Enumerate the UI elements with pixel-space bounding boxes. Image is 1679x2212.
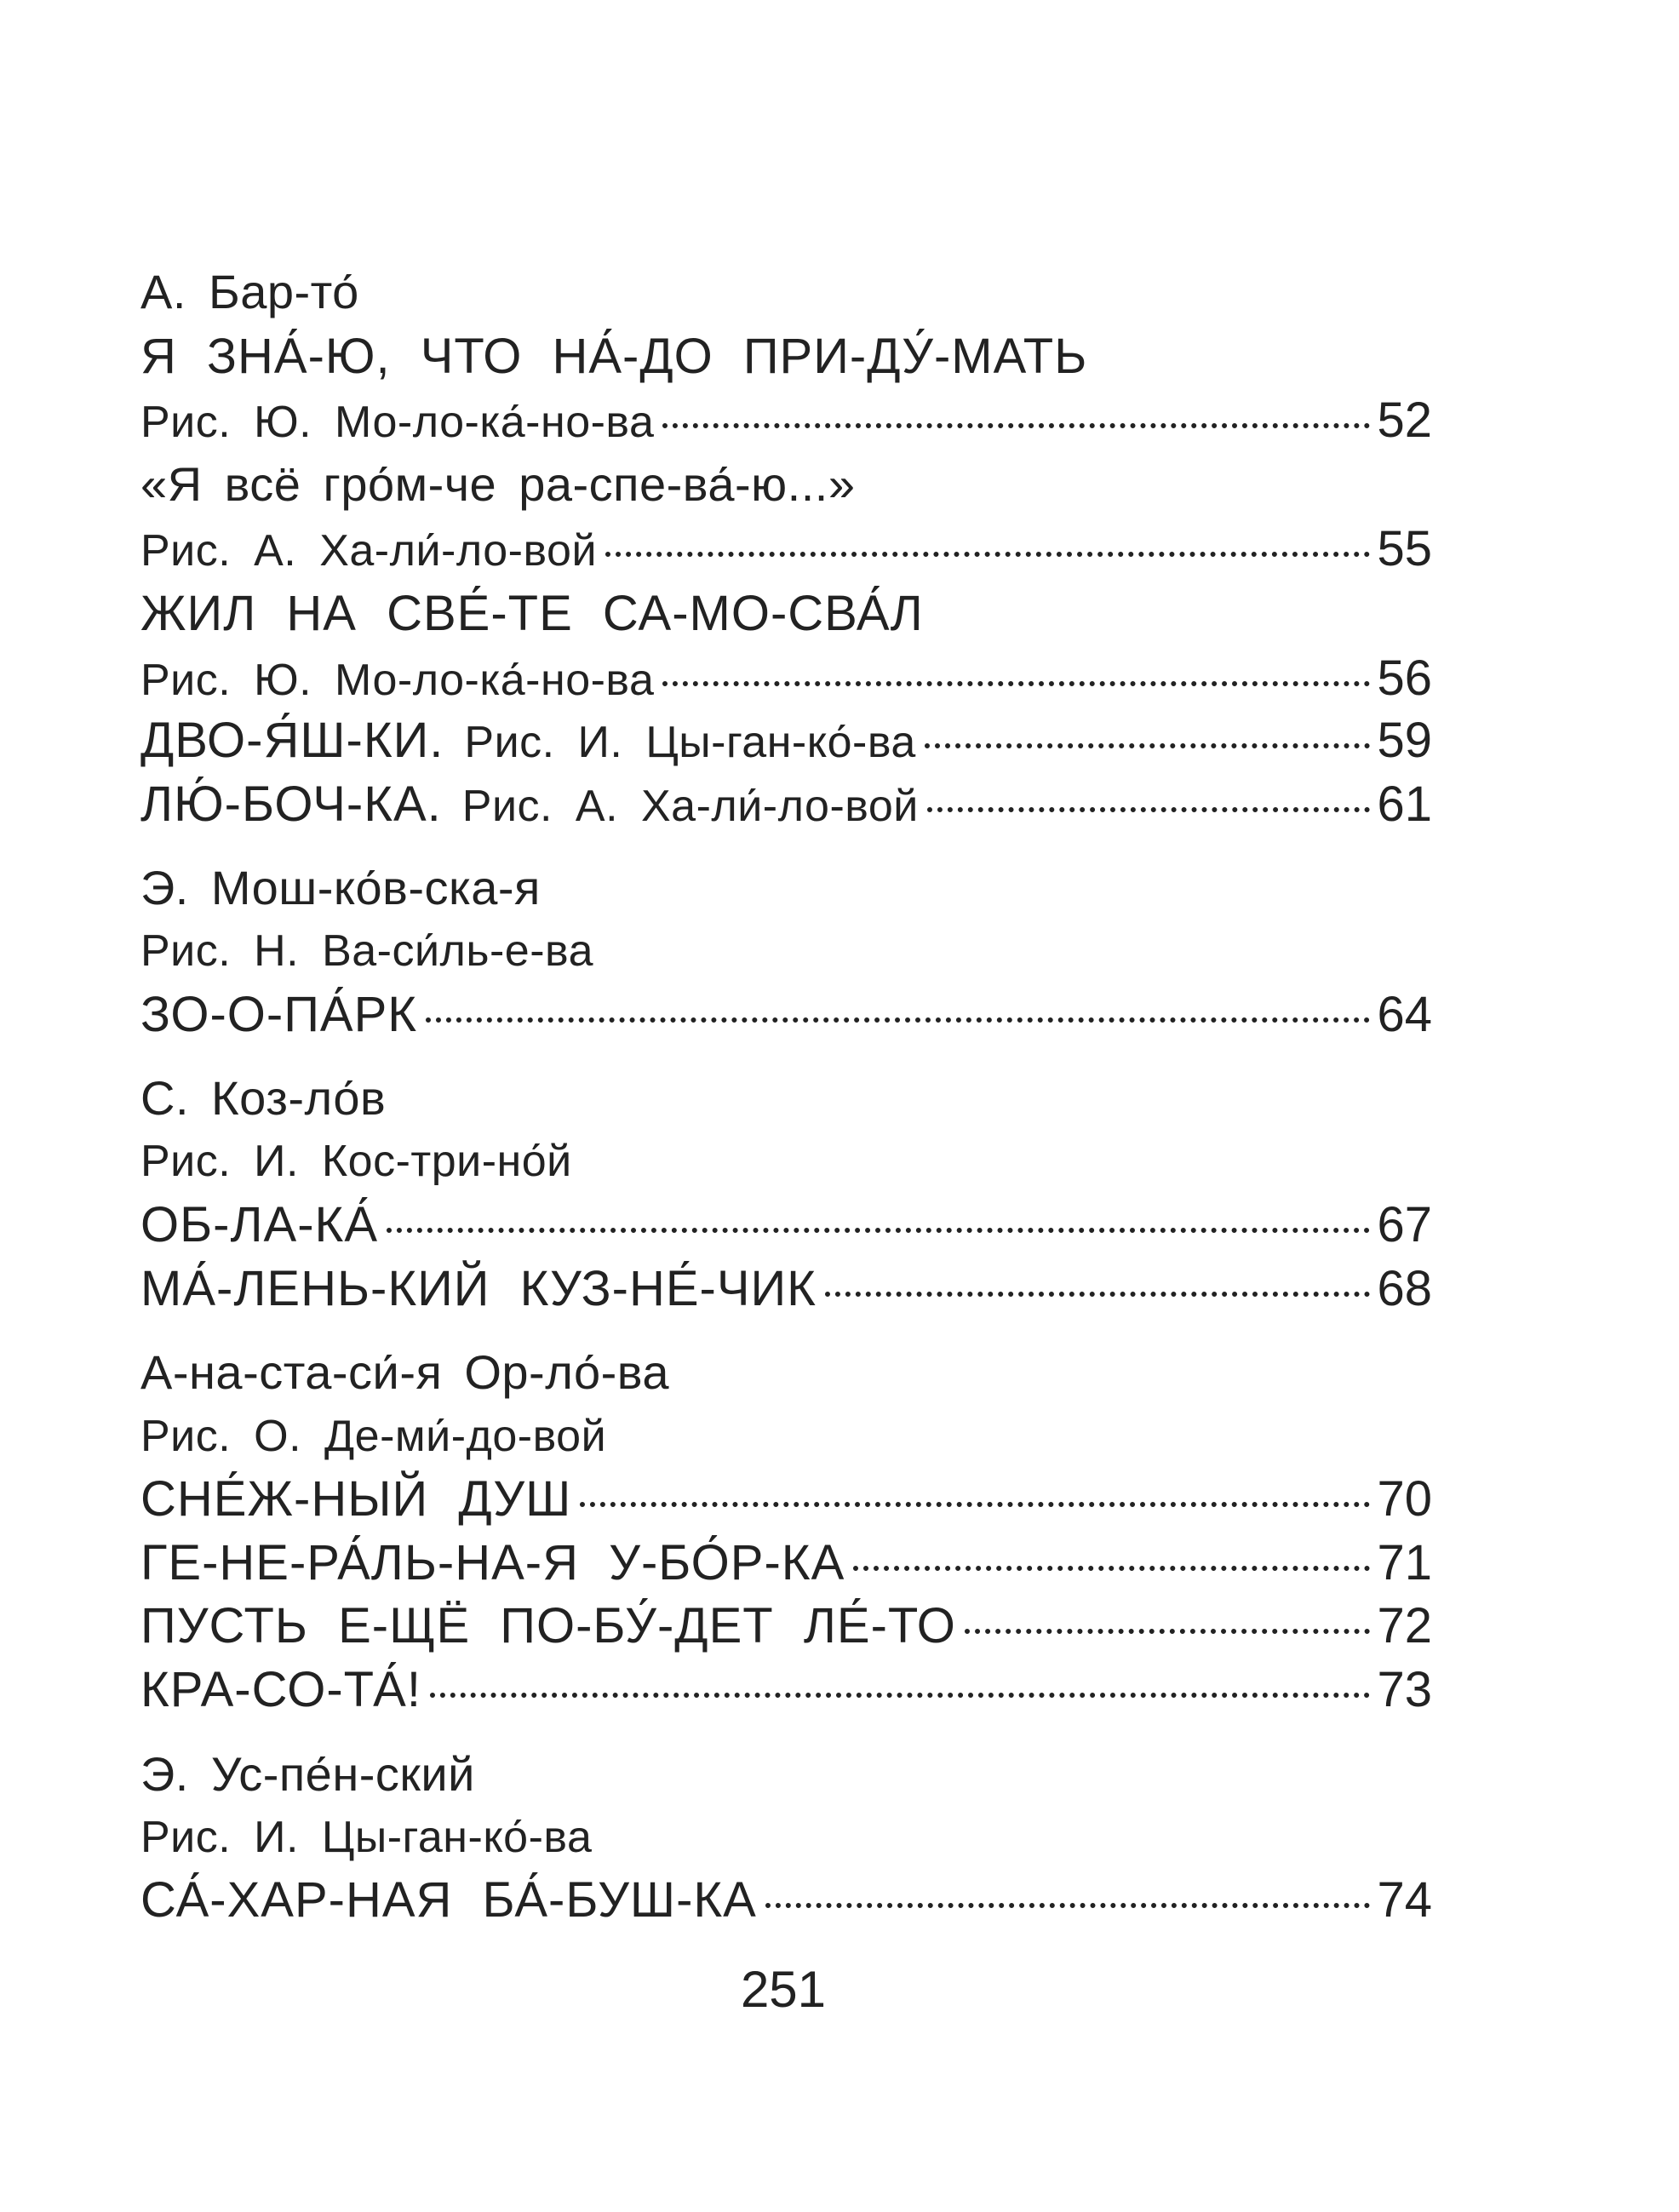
poem-title: ОБ-ЛА-КА́ <box>140 1197 379 1252</box>
page-reference: 52 <box>1377 393 1432 448</box>
illustrator-credit: Рис. Ю. Мо-ло-ка́-но-ва <box>140 656 655 705</box>
page-number: 251 <box>740 1961 827 2018</box>
author-name: С. Коз-ло́в <box>140 1071 387 1125</box>
dot-leader <box>426 1017 1370 1023</box>
toc-entry[interactable] <box>140 1659 1432 1722</box>
toc-entry[interactable] <box>140 1869 1432 1932</box>
poem-title: ЛЮ́-БОЧ-КА. <box>140 776 442 832</box>
dot-leader <box>605 552 1370 557</box>
toc-entry[interactable] <box>140 983 1432 1046</box>
illustrator-credit: Рис. Н. Ва-си́ль-е-ва <box>140 926 593 976</box>
page-reference: 64 <box>1377 987 1432 1042</box>
dot-leader <box>580 1502 1370 1507</box>
poem-title: СА́-ХАР-НАЯ БА́-БУШ-КА <box>140 1872 757 1928</box>
illustrator-credit: Рис. А. Ха-ли́-ло-вой <box>140 526 597 576</box>
author-name: А. Бар-то́ <box>140 265 359 318</box>
dot-leader <box>662 681 1370 686</box>
poem-title: ГЕ-НЕ-РА́ЛЬ-НА-Я У-БО́Р-КА <box>140 1535 845 1590</box>
toc-entry[interactable] <box>140 1468 1432 1531</box>
poem-subtitle: «Я всё гро́м-че ра-спе-ва́-ю...» <box>140 457 856 511</box>
illustrator-credit: Рис. И. Кос-три-но́й <box>140 1137 572 1186</box>
toc-entry[interactable] <box>140 1194 1432 1257</box>
page-reference: 71 <box>1377 1535 1432 1590</box>
poem-title: МА́-ЛЕНЬ-КИЙ КУЗ-НЕ́-ЧИК <box>140 1261 817 1316</box>
dot-leader <box>387 1228 1370 1233</box>
page-reference: 55 <box>1377 521 1432 576</box>
page-reference: 59 <box>1377 713 1432 768</box>
toc-entry[interactable] <box>140 1595 1432 1658</box>
illustrator-credit: Рис. Ю. Мо-ло-ка́-но-ва <box>140 398 655 447</box>
toc-entry[interactable] <box>140 389 1432 452</box>
page-reference: 70 <box>1377 1471 1432 1527</box>
page-reference: 68 <box>1377 1261 1432 1316</box>
toc-entry[interactable] <box>140 518 1432 581</box>
illustrator-credit: Рис. О. Де-ми́-до-вой <box>140 1412 607 1461</box>
poem-title: ПУСТЬ Е-ЩЁ ПО-БУ́-ДЕТ ЛЕ́-ТО <box>140 1598 956 1653</box>
poem-title: СНЕ́Ж-НЫЙ ДУШ <box>140 1471 572 1527</box>
toc-entry[interactable] <box>140 647 1432 710</box>
author-name: Э. Ус-пе́н-ский <box>140 1747 475 1801</box>
dot-leader <box>927 807 1371 812</box>
toc-entry[interactable] <box>140 1258 1432 1321</box>
page-reference: 72 <box>1377 1598 1432 1653</box>
poem-title: ЗО-О-ПА́РК <box>140 987 418 1042</box>
dot-leader <box>965 1629 1371 1634</box>
page-reference: 61 <box>1377 776 1432 832</box>
dot-leader <box>925 743 1371 748</box>
page-reference: 67 <box>1377 1197 1432 1252</box>
illustrator-credit: Рис. А. Ха-ли́-ло-вой <box>461 782 919 831</box>
poem-title: ЖИЛ НА СВЕ́-ТЕ СА-МО-СВА́Л <box>140 586 924 641</box>
dot-leader <box>430 1693 1371 1698</box>
page-reference: 73 <box>1377 1662 1432 1717</box>
poem-title: ДВО-Я́Ш-КИ. <box>140 713 444 768</box>
illustrator-credit: Рис. И. Цы-ган-ко́-ва <box>464 718 916 767</box>
dot-leader <box>662 423 1370 428</box>
toc-entry[interactable] <box>140 773 1432 836</box>
author-name: Э. Мош-ко́в-ска-я <box>140 861 541 914</box>
toc-entry[interactable] <box>140 709 1432 772</box>
illustrator-credit: Рис. И. Цы-ган-ко́-ва <box>140 1813 593 1862</box>
dot-leader <box>765 1903 1371 1908</box>
dot-leader <box>825 1292 1371 1297</box>
poem-title: КРА-СО-ТА́! <box>140 1662 421 1717</box>
poem-title: Я ЗНА́-Ю, ЧТО НА́-ДО ПРИ-ДУ́-МАТЬ <box>140 329 1088 384</box>
page-reference: 74 <box>1377 1872 1432 1928</box>
dot-leader <box>853 1566 1370 1571</box>
author-name: А-на-ста-си́-я Ор-ло́-ва <box>140 1345 670 1399</box>
page-reference: 56 <box>1377 650 1432 706</box>
toc-entry[interactable] <box>140 1532 1432 1595</box>
